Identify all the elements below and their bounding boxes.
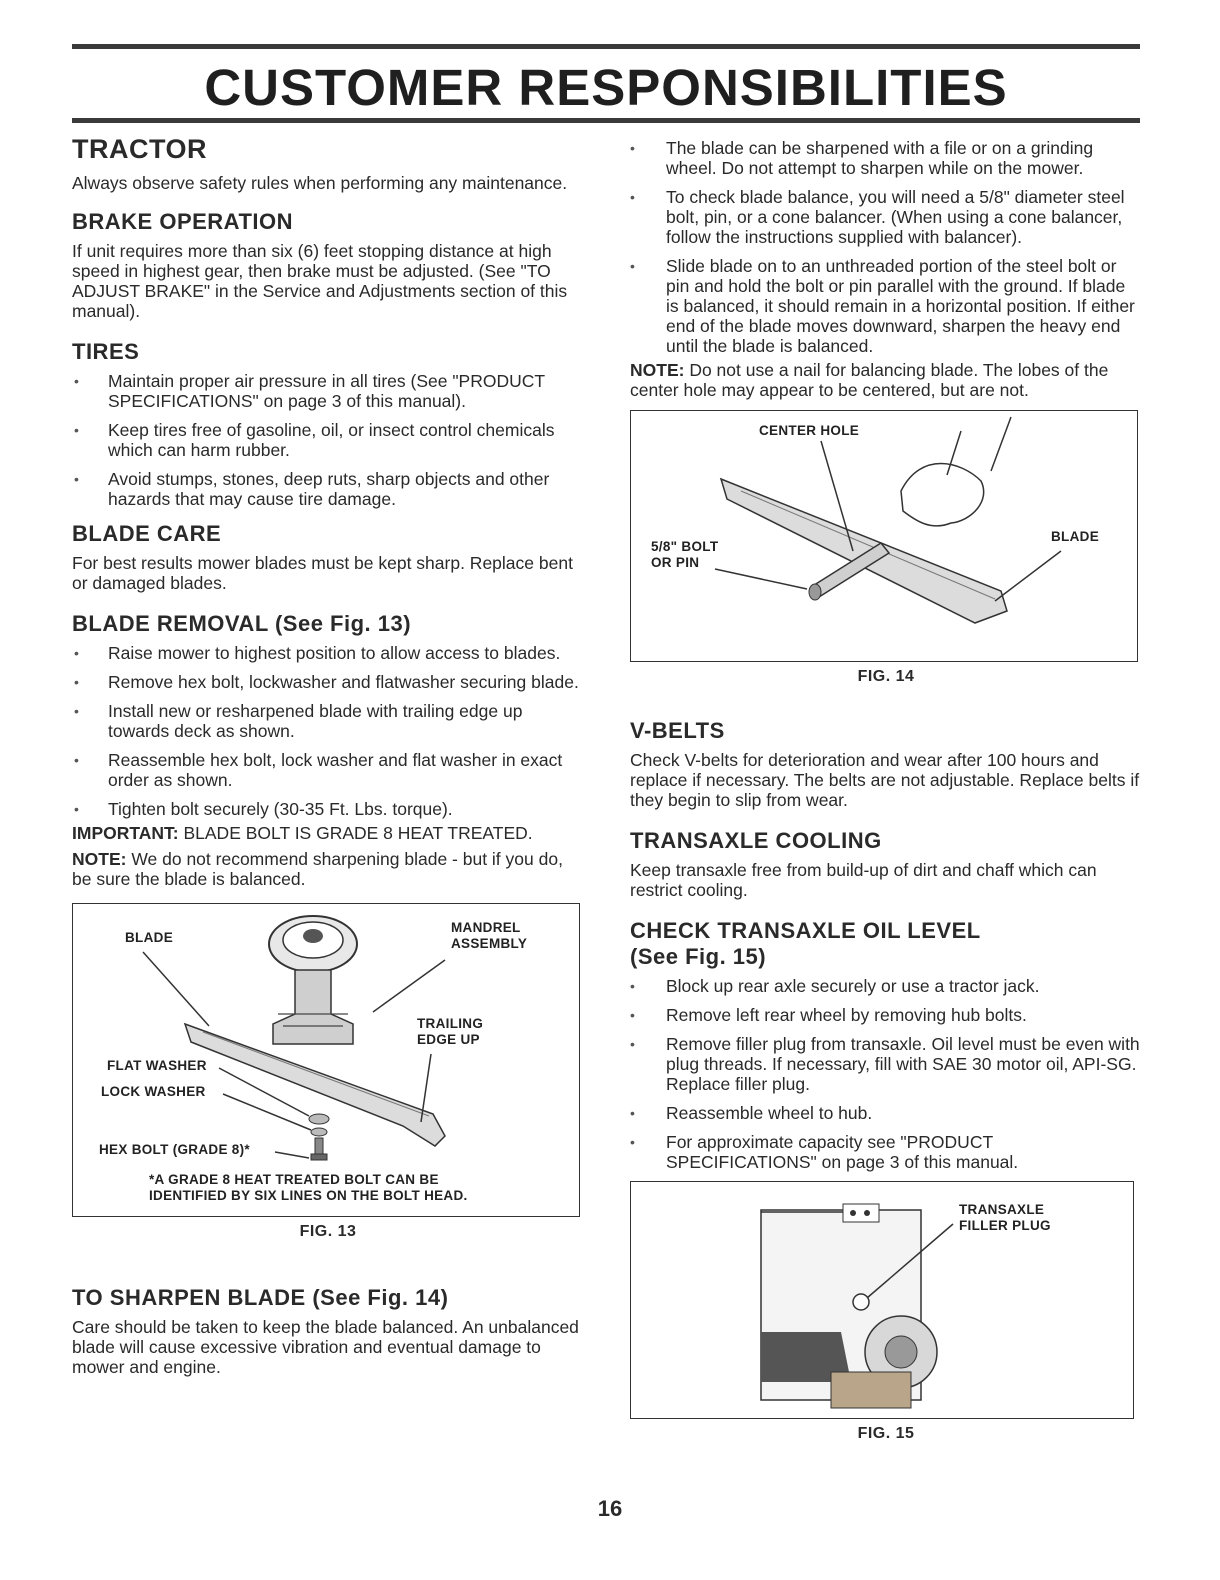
list-item: • Remove filler plug from transaxle. Oil level must be even with plug threads. If necessary, fill with SAE 30 motor oil, API-SG. Replace filler plug. [630, 1034, 1142, 1094]
blade-care-text: For best results mower blades must be kept sharp. Replace bent or damaged blades. [72, 553, 573, 593]
fig13-label-blade: BLADE [125, 930, 173, 945]
balancing-note [630, 360, 1142, 400]
cooling-section [630, 828, 1142, 900]
vbelts-heading: V-BELTS [630, 718, 725, 743]
fig14-label-bolt-2: OR PIN [651, 555, 700, 570]
fig14-caption: FIG. 14 [857, 668, 915, 685]
list-item: • Tighten bolt securely (30-35 Ft. Lbs. torque). [72, 799, 584, 819]
note-label: NOTE: [630, 360, 685, 380]
fig13-label-flat-washer: FLAT WASHER [107, 1058, 207, 1073]
sharpening-note [72, 849, 584, 889]
cooling-heading: TRANSAXLE COOLING [630, 828, 882, 853]
sharpen-section [72, 1285, 584, 1377]
list-item: • Slide blade on to an unthreaded portion of the steel bolt or pin and hold the bolt or pin parallel with the ground. If blade is balanced, it should remain in a horizontal position. If either end of the blade moves downward, sharpen the heavy end until the blade is balanced. [630, 256, 1142, 356]
cooling-text: Keep transaxle free from build-up of dirt and chaff which can restrict cooling. [630, 860, 1097, 900]
fig13-label-trailing-2: EDGE UP [417, 1032, 480, 1047]
blade-removal-heading: BLADE REMOVAL (See Fig. 13) [72, 611, 412, 636]
list-item: • The blade can be sharpened with a file or on a grinding wheel. Do not attempt to sharpen while on the mower. [630, 138, 1142, 178]
page-number: 16 [597, 1496, 623, 1521]
vbelts-section [630, 718, 1142, 810]
fig13-footnote-1: *A GRADE 8 HEAT TREATED BOLT CAN BE [149, 1172, 439, 1187]
important-label: IMPORTANT: [72, 823, 179, 843]
fig13-label-hex-bolt: HEX BOLT (GRADE 8)* [99, 1142, 250, 1157]
page-title: CUSTOMER RESPONSIBILITIES [204, 59, 1008, 116]
list-item: • Reassemble wheel to hub. [630, 1103, 1142, 1123]
list-item: • Block up rear axle securely or use a tractor jack. [630, 976, 1142, 996]
blade-care-section [72, 521, 584, 593]
title-rule-top [72, 44, 1140, 49]
figure-14 [630, 410, 1138, 662]
sharpen-heading: TO SHARPEN BLADE (See Fig. 14) [72, 1285, 449, 1310]
figure-13 [72, 903, 580, 1217]
list-item: • Keep tires free of gasoline, oil, or insect control chemicals which can harm rubber. [72, 420, 584, 460]
figure-15 [630, 1181, 1134, 1419]
tractor-text: Always observe safety rules when performing any maintenance. [72, 173, 568, 193]
fig13-footnote-2: IDENTIFIED BY SIX LINES ON THE BOLT HEAD. [149, 1188, 468, 1203]
right-column [630, 138, 1142, 1443]
fig13-label-mandrel-2: ASSEMBLY [451, 936, 528, 951]
tires-list [72, 371, 584, 509]
fig15-caption: FIG. 15 [857, 1425, 915, 1442]
sharpen-list [630, 138, 1142, 356]
list-item: • Remove left rear wheel by removing hub bolts. [630, 1005, 1142, 1025]
important-text: BLADE BOLT IS GRADE 8 HEAT TREATED. [183, 823, 533, 843]
tires-section [72, 339, 584, 509]
note-text: Do not use a nail for balancing blade. The lobes of the center hole may appear to be centered, but are not. [630, 360, 1109, 400]
fig15-label-transaxle-2: FILLER PLUG [959, 1218, 1051, 1233]
brake-heading: BRAKE OPERATION [72, 209, 293, 234]
fig13-caption: FIG. 13 [299, 1223, 357, 1240]
fig14-label-center-hole: CENTER HOLE [759, 423, 860, 438]
brake-text: If unit requires more than six (6) feet stopping distance at high speed in highest gear, then brake must be adjusted. (See "TO ADJUST BRAKE" in the Service and Adjustments section of this manual). [72, 241, 568, 321]
oil-list [630, 976, 1142, 1172]
note-label: NOTE: [72, 849, 127, 869]
oil-heading-1: CHECK TRANSAXLE OIL LEVEL [630, 918, 981, 943]
fig14-label-bolt-1: 5/8" BOLT [651, 539, 719, 554]
list-item: • Raise mower to highest position to allow access to blades. [72, 643, 584, 663]
tractor-heading: TRACTOR [72, 134, 207, 164]
fig13-label-trailing-1: TRAILING [417, 1016, 484, 1031]
blade-removal-list [72, 643, 584, 819]
blade-removal-section [72, 611, 584, 889]
list-item: • Install new or resharpened blade with trailing edge up towards deck as shown. [72, 701, 584, 741]
list-item: • Maintain proper air pressure in all tires (See "PRODUCT SPECIFICATIONS" on page 3 of this manual). [72, 371, 584, 411]
transaxle-diagram [631, 1182, 1133, 1418]
tractor-section [72, 134, 584, 193]
list-item: • To check blade balance, you will need a 5/8" diameter steel bolt, pin, or a cone balancer. (When using a cone balancer, follow the instructions supplied with balancer). [630, 187, 1142, 247]
note-text: We do not recommend sharpening blade - but if you do, be sure the blade is balanced. [72, 849, 563, 889]
fig15-label-transaxle-1: TRANSAXLE [959, 1202, 1045, 1217]
tires-heading: TIRES [72, 339, 140, 364]
brake-section [72, 209, 584, 321]
list-item: • Avoid stumps, stones, deep ruts, sharp objects and other hazards that may cause tire damage. [72, 469, 584, 509]
list-item: • Reassemble hex bolt, lock washer and flat washer in exact order as shown. [72, 750, 584, 790]
fig14-label-blade: BLADE [1051, 529, 1099, 544]
title-rule-bottom [72, 118, 1140, 123]
left-column [72, 134, 584, 1377]
vbelts-text: Check V-belts for deterioration and wear after 100 hours and replace if necessary. The belts are not adjustable. Replace belts if they begin to slip from wear. [630, 750, 1140, 810]
list-item: • Remove hex bolt, lockwasher and flatwasher securing blade. [72, 672, 584, 692]
oil-level-section [630, 918, 1142, 1172]
fig13-label-lock-washer: LOCK WASHER [101, 1084, 206, 1099]
sharpen-text: Care should be taken to keep the blade balanced. An unbalanced blade will cause excessive vibration and eventual damage to mower and engine. [72, 1317, 579, 1377]
oil-heading-2: (See Fig. 15) [630, 944, 767, 969]
important-note [72, 823, 584, 843]
list-item: • For approximate capacity see "PRODUCT SPECIFICATIONS" on page 3 of this manual. [630, 1132, 1142, 1172]
fig13-label-mandrel-1: MANDREL [451, 920, 521, 935]
blade-care-heading: BLADE CARE [72, 521, 222, 546]
